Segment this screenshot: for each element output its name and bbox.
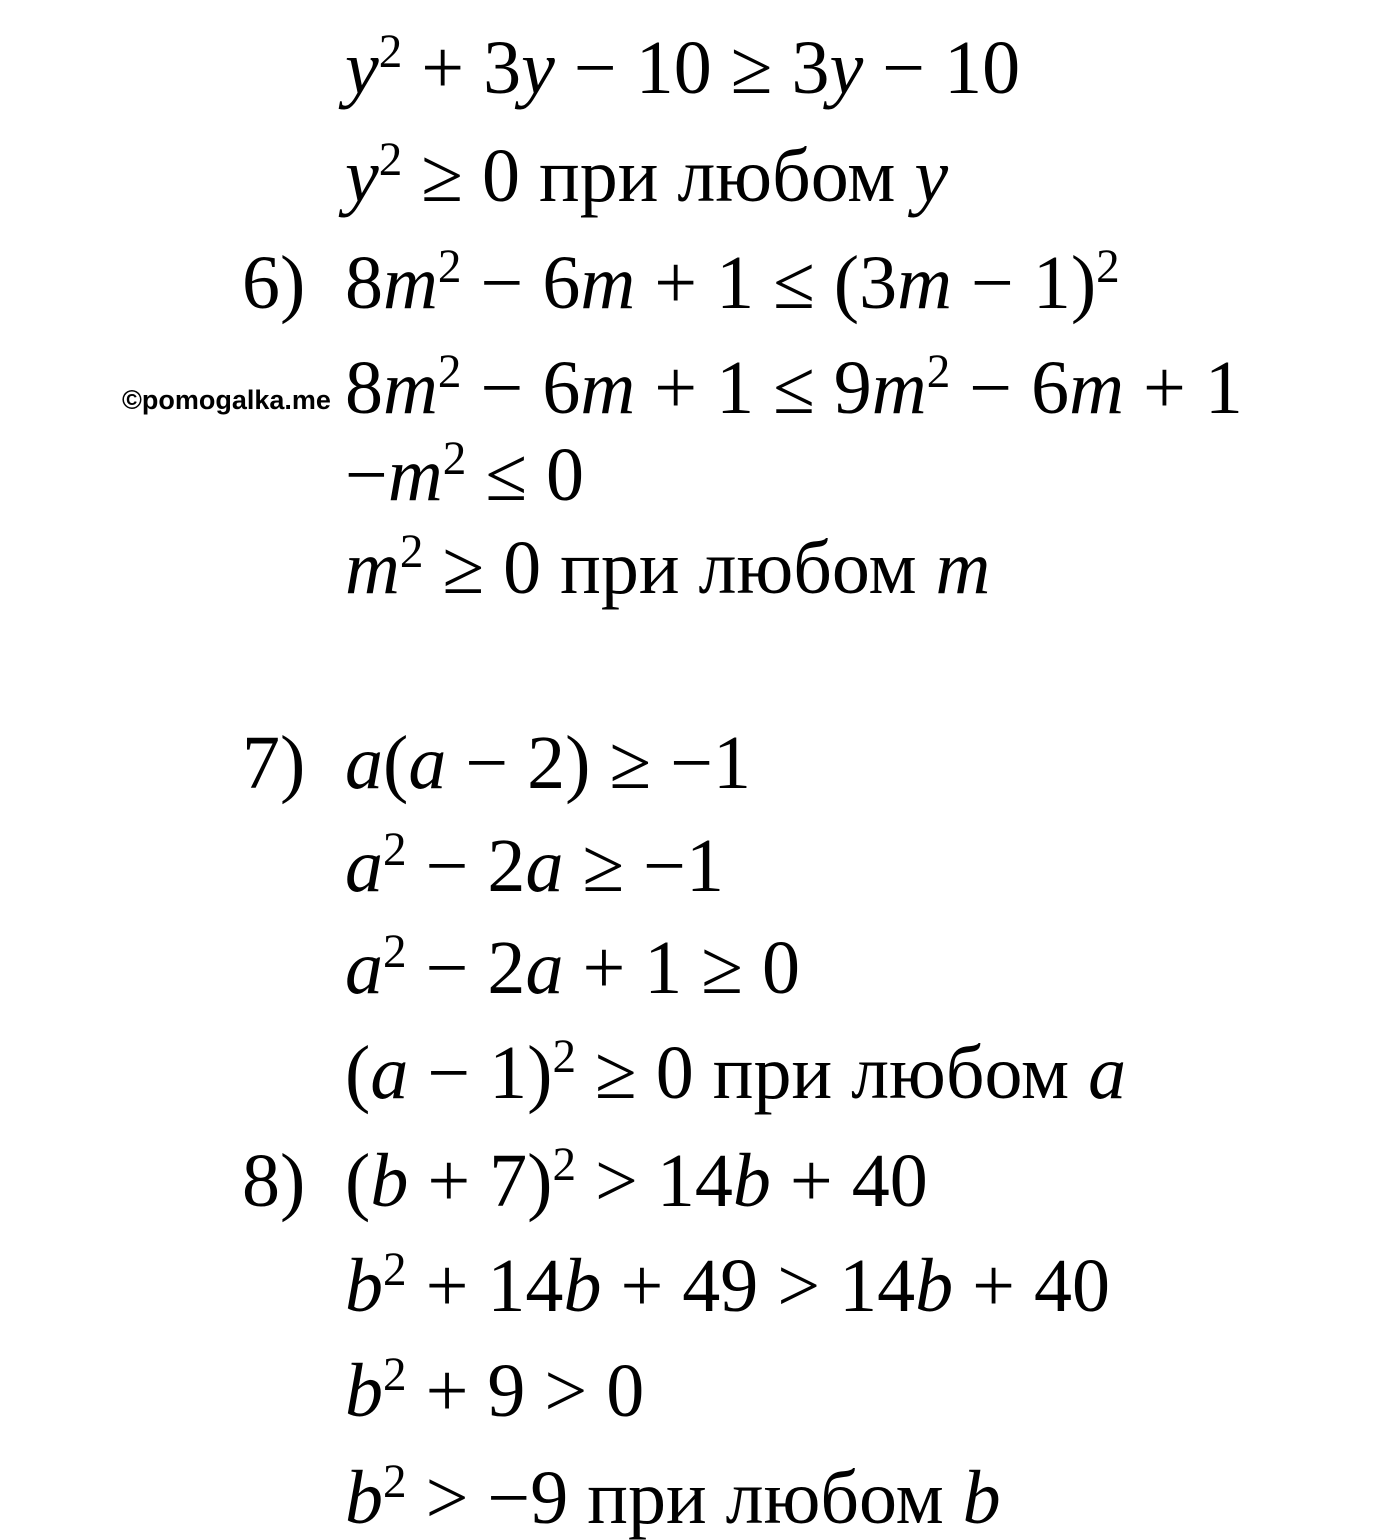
math-line-11: $(b + 7)^2 > 14b + 40$	[345, 1139, 928, 1223]
math-line-3: $8m^2 - 6m + 1 \le (3m - 1)^2$	[345, 241, 1120, 325]
text-pri-lyubom: при любом	[712, 1031, 1070, 1115]
math-line-12: $b^2 + 14b + 49 > 14b + 40$	[345, 1244, 1111, 1328]
math-line-1: $y^2 + 3y - 10 \ge 3y - 10$	[345, 26, 1021, 110]
math-line-4: $8m^2 - 6m + 1 \le 9m^2 - 6m + 1$	[345, 346, 1243, 430]
problem-6-label: 6)	[242, 241, 306, 325]
math-line-7: a(a − 2) ≥ −1	[345, 721, 752, 805]
math-line-10: $(a - 1)^2 \ge 0$ при любом a	[345, 1031, 1127, 1115]
problem-8-label: 8)	[242, 1139, 306, 1223]
math-line-8: $a^2 - 2a \ge -1$	[345, 824, 725, 908]
text-pri-lyubom: при любом	[560, 526, 917, 610]
math-line-5: $-m^2 \le 0$	[345, 433, 585, 517]
watermark: ©pomogalka.me	[122, 385, 331, 415]
problem-7-label: 7)	[242, 721, 306, 805]
math-line-9: $a^2 - 2a + 1 \ge 0$	[345, 926, 801, 1010]
math-line-14: $b^2 > -9$ при любом b	[345, 1456, 1001, 1540]
math-line-13: $b^2 + 9 > 0$	[345, 1349, 645, 1433]
text-pri-lyubom: при любом	[539, 134, 896, 218]
text-pri-lyubom: при любом	[587, 1456, 944, 1540]
math-line-6: $m^2 \ge 0$ при любом m	[345, 526, 991, 610]
math-line-2: $y^2 \ge 0$ при любом y	[345, 134, 949, 218]
